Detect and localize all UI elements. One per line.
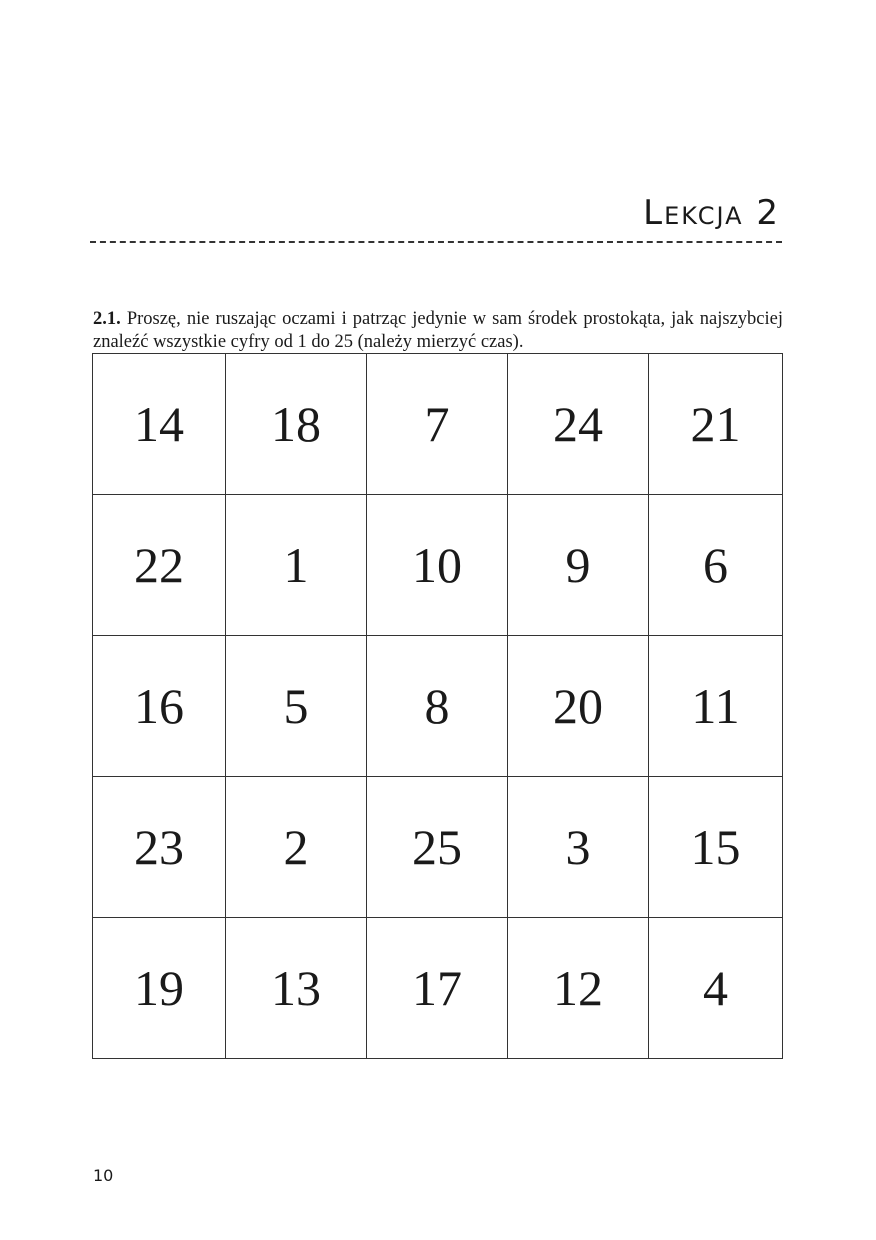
grid-row <box>93 495 783 636</box>
number-grid <box>92 353 783 1059</box>
grid-cell: 12 <box>508 918 649 1059</box>
lesson-title-rest: EKCJA <box>664 202 744 230</box>
grid-cell: 17 <box>367 918 508 1059</box>
grid-cell: 14 <box>93 354 226 495</box>
exercise-number: 2.1. <box>93 308 121 329</box>
grid-cell: 8 <box>367 636 508 777</box>
grid-cell: 16 <box>93 636 226 777</box>
grid-cell: 2 <box>226 777 367 918</box>
grid-cell: 13 <box>226 918 367 1059</box>
lesson-title <box>643 193 780 233</box>
dashed-divider <box>90 241 782 243</box>
grid-cell: 5 <box>226 636 367 777</box>
lesson-number: 2 <box>756 193 780 233</box>
grid-cell: 23 <box>93 777 226 918</box>
grid-cell: 11 <box>649 636 783 777</box>
grid-cell: 21 <box>649 354 783 495</box>
grid-row <box>93 636 783 777</box>
grid-cell: 10 <box>367 495 508 636</box>
grid-cell: 6 <box>649 495 783 636</box>
grid-cell: 25 <box>367 777 508 918</box>
grid-cell: 24 <box>508 354 649 495</box>
grid-cell: 20 <box>508 636 649 777</box>
grid-cell: 22 <box>93 495 226 636</box>
grid-row <box>93 777 783 918</box>
grid-cell: 4 <box>649 918 783 1059</box>
grid-cell: 19 <box>93 918 226 1059</box>
grid-cell: 1 <box>226 495 367 636</box>
lesson-title-initial: L <box>643 193 665 233</box>
grid-cell: 15 <box>649 777 783 918</box>
grid-cell: 7 <box>367 354 508 495</box>
grid-cell: 18 <box>226 354 367 495</box>
exercise-instruction <box>93 308 783 354</box>
exercise-text: Proszę, nie ruszając oczami i patrząc jedynie w sam środek prostokąta, jak najszybciej znaleźć wszystkie cyfry od 1 do 25 (należy mierzyć czas). <box>93 308 784 352</box>
page-number: 10 <box>93 1166 114 1185</box>
grid-cell: 9 <box>508 495 649 636</box>
grid-row <box>93 354 783 495</box>
grid-row <box>93 918 783 1059</box>
grid-cell: 3 <box>508 777 649 918</box>
